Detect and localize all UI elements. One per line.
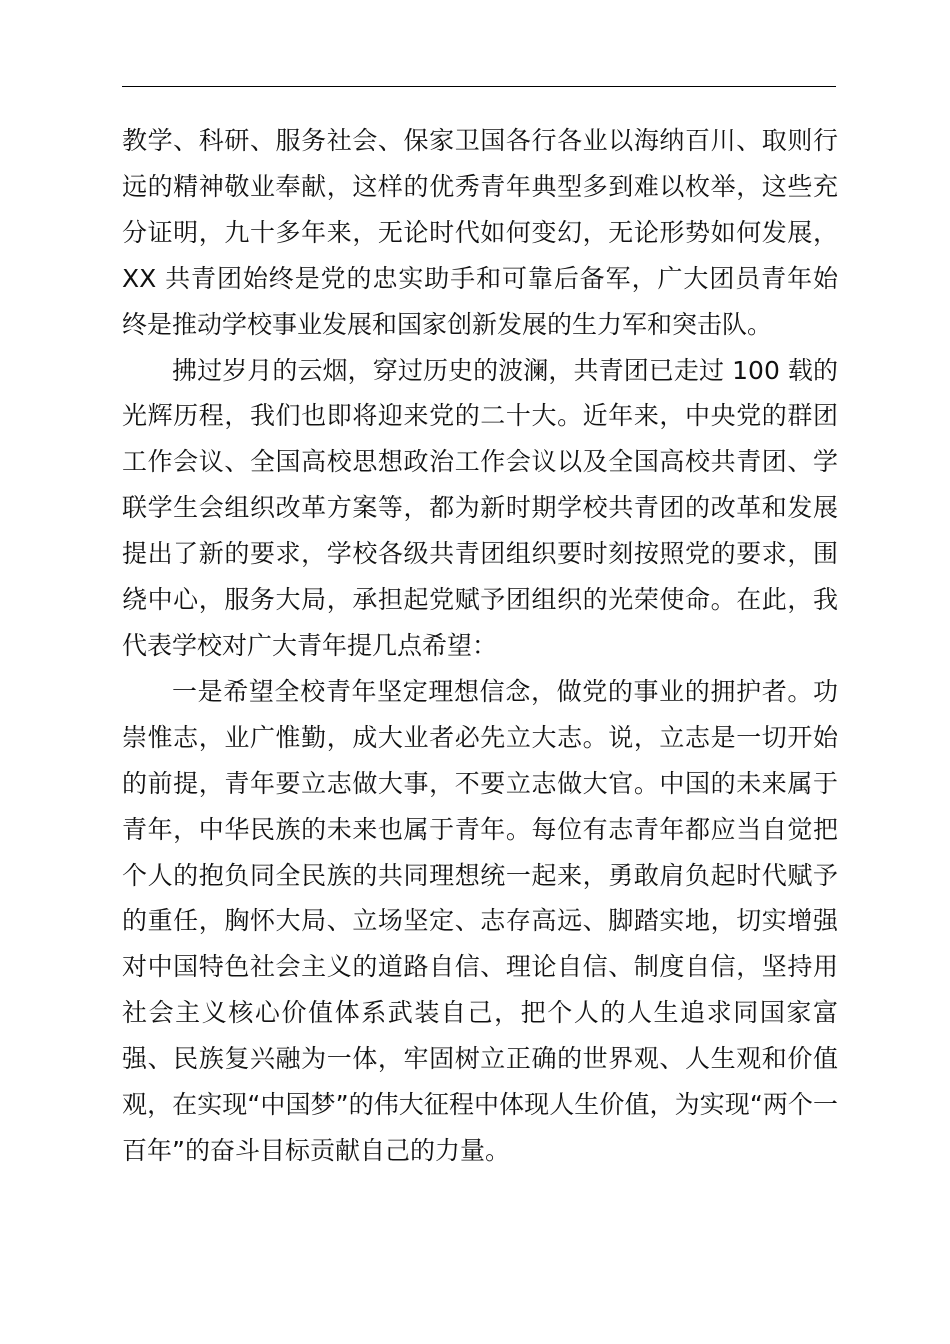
paragraph-2: 拂过岁月的云烟，穿过历史的波澜，共青团已走过 100 载的光辉历程，我们也即将迎来党的二十大。近年来，中央党的群团工作会议、全国高校思想政治工作会议以及全国高校共青团、学联学生会组织改革方案等，都为新时期学校共青团的改革和发展提出了新的要求，学校各级共青团组织要时刻按照党的要求，围绕中心，服务大局，承担起党赋予团组织的光荣使命。在此，我代表学校对广大青年提几点希望：: [122, 355, 838, 660]
header-rule: [122, 86, 836, 87]
paragraph-1: 教学、科研、服务社会、保家卫国各行各业以海纳百川、取则行远的精神敬业奉献，这样的优秀青年典型多到难以枚举，这些充分证明，九十多年来，无论时代如何变幻，无论形势如何发展，XX 共青团始终是党的忠实助手和可靠后备军，广大团员青年始终是推动学校事业发展和国家创新发展的生力军和突击队。: [122, 126, 838, 339]
document-body: [122, 118, 838, 1174]
paragraph-3: 一是希望全校青年坚定理想信念，做党的事业的拥护者。功崇惟志，业广惟勤，成大业者必先立大志。说，立志是一切开始的前提，青年要立志做大事，不要立志做大官。中国的未来属于青年，中华民族的未来也属于青年。每位有志青年都应当自觉把个人的抱负同全民族的共同理想统一起来，勇敢肩负起时代赋予的重任，胸怀大局、立场坚定、志存高远、脚踏实地，切实增强对中国特色社会主义的道路自信、理论自信、制度自信，坚持用社会主义核心价值体系武装自己，把个人的人生追求同国家富强、民族复兴融为一体，牢固树立正确的世界观、人生观和价值观，在实现“中国梦”的伟大征程中体现人生价值，为实现“两个一百年”的奋斗目标贡献自己的力量。: [122, 676, 838, 1165]
